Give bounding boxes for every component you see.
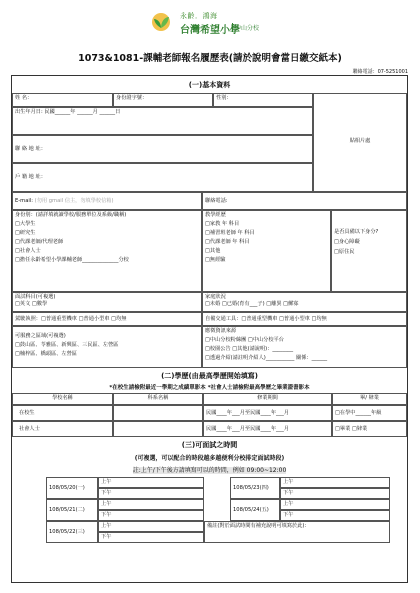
education-department-input[interactable]: [113, 421, 203, 437]
family-block: [202, 292, 407, 312]
subject-block: [12, 292, 202, 312]
interview-date: 108/05/23(四): [230, 477, 280, 499]
special-status-question: 是否具備以下身分?: [334, 229, 379, 235]
education-note: *在校生請檢附最近一學期之成績單影本 *社會人士請檢附最高學歷之畢業證書影本: [109, 385, 310, 391]
email-hint: (勿用 gmail 信主，勿填學校信箱): [34, 198, 114, 204]
afternoon-slot[interactable]: 下午: [98, 510, 204, 521]
service-area-option[interactable]: □楠梓區、橋頭區、左營區: [15, 351, 77, 357]
name-field[interactable]: 姓 名：: [12, 93, 113, 107]
gender-field[interactable]: 性別：: [213, 93, 313, 107]
morning-slot[interactable]: 上午: [98, 499, 204, 510]
education-status-field[interactable]: □在學中______年級: [332, 405, 407, 421]
section-basic-title: (一)基本資料: [188, 81, 231, 89]
education-header-school: 學校名稱: [12, 393, 113, 405]
education-header-department: 科系名稱: [113, 393, 203, 405]
section-interview-title: (三)可面試之時間: [181, 441, 238, 449]
logo-branch: 中山分校: [232, 23, 259, 32]
service-area-option[interactable]: □鼓山區、苓雅區、新興區、三民區、左營區: [15, 342, 119, 348]
interview-note-text: 註:上午/下午後方請填寫可以的時間，例如 09:00~12:00: [132, 467, 287, 474]
experience-block: [202, 210, 331, 292]
info-source-block: [202, 326, 407, 368]
service-area-block: [12, 326, 202, 368]
photo-area[interactable]: 貼相片處: [313, 93, 407, 192]
morning-slot[interactable]: 上午: [280, 477, 390, 488]
experience-option[interactable]: □其他: [205, 248, 221, 254]
morning-slot[interactable]: 上午: [98, 521, 204, 532]
logo-brand: 台灣希望小學: [180, 25, 240, 36]
household-address-field[interactable]: 戶 籍 地 址：: [12, 163, 313, 192]
education-period-field[interactable]: 民國____年___月至民國____年___月: [203, 405, 332, 421]
section-education-title: (二)學歷(由最高學歷開始填寫): [161, 372, 258, 380]
special-status-option[interactable]: □原住民: [334, 249, 355, 255]
identity-block: [12, 210, 202, 292]
experience-option[interactable]: □代課老師 年 科目: [205, 239, 250, 245]
transport-field[interactable]: 自備交通工具：□普通重型機車 □普通小型車 □均無: [202, 312, 407, 326]
birth-field[interactable]: 出生年月日: 民國______年 ______月 ______日: [12, 107, 313, 135]
contact-phone: 聯絡電話：07-5251001: [352, 69, 408, 75]
phone-field[interactable]: 聯絡電話:: [202, 192, 407, 210]
identity-option[interactable]: □大學生: [15, 221, 36, 227]
info-source-option[interactable]: □中山分校粉絲團 □中山分校平台: [205, 337, 284, 343]
identity-option[interactable]: □代課老師/代理老師: [15, 239, 64, 245]
info-source-option[interactable]: □透過介紹(請註明介紹人)___________ 關係：______: [205, 355, 328, 361]
morning-slot[interactable]: 上午: [280, 499, 390, 510]
subject-options[interactable]: □英文 □數學: [15, 301, 48, 307]
form-title: 1073&1081-課輔老師報名履歷表(請於說明會當日繳交紙本): [78, 53, 342, 64]
address-field[interactable]: 聯 絡 地 址：: [12, 135, 313, 163]
school-logo: [150, 8, 270, 38]
info-source-label: 應徵資訊來源: [205, 328, 237, 334]
remark-field[interactable]: 備註(對於面試時間有補充說明可填寫於此)：: [204, 521, 390, 543]
identity-option[interactable]: □研究生: [15, 230, 36, 236]
experience-label: 教學經歷: [205, 212, 226, 218]
education-status-field[interactable]: □畢業 □肄業: [332, 421, 407, 437]
education-row-label: 在校生: [12, 405, 113, 421]
education-row-label: 社會人士: [12, 421, 113, 437]
experience-option[interactable]: □補習班老師 年 科目: [205, 230, 255, 236]
special-status-option[interactable]: □身心障礙: [334, 239, 360, 245]
sprout-logo-icon: [150, 10, 172, 32]
driver-license-field[interactable]: 駕駛執照：□普通重型機車 □普通小型車 □均無: [12, 312, 202, 326]
logo-subtitle: 永齡．鴻海: [180, 12, 218, 20]
family-label: 家庭狀況: [205, 294, 226, 300]
education-period-field[interactable]: 民國____年___月至民國____年___月: [203, 421, 332, 437]
experience-option[interactable]: □無經驗: [205, 257, 226, 263]
interview-date: 108/05/20(一): [46, 477, 98, 499]
subject-label: 面試科目(可複選): [15, 294, 56, 300]
interview-date: 108/05/24(五): [230, 499, 280, 521]
form-sheet: [11, 75, 408, 583]
afternoon-slot[interactable]: 下午: [98, 488, 204, 499]
education-header-period: 修業期間: [203, 393, 332, 405]
family-options[interactable]: □未婚 □已婚(育有___子) □離異 □鰥寡: [205, 301, 299, 307]
interview-subtitle: (可複選，可以配合的時段越多越便利分校排定面試時段): [134, 455, 285, 462]
service-area-label: 可服務之區域(可複選): [15, 333, 66, 339]
afternoon-slot[interactable]: 下午: [280, 510, 390, 521]
afternoon-slot[interactable]: 下午: [280, 488, 390, 499]
education-department-input[interactable]: [113, 405, 203, 421]
education-header-status: 畢/ 肄業: [332, 393, 407, 405]
identity-option[interactable]: □社會人士: [15, 248, 41, 254]
identity-label: 身份別：(請詳填就讀學校/服務單位及系級/職稱): [15, 212, 127, 218]
morning-slot[interactable]: 上午: [98, 477, 204, 488]
identity-option[interactable]: □擔任永齡希望小學課輔老師______________分校: [15, 257, 129, 263]
email-label: E-mail:: [15, 198, 34, 204]
email-field[interactable]: [12, 192, 202, 210]
interview-note: [12, 465, 407, 474]
info-source-option[interactable]: □校園公告 □其他(請說明)：________: [205, 346, 294, 352]
special-status-block: [331, 210, 407, 292]
experience-option[interactable]: □家教 年 科目: [205, 221, 240, 227]
interview-date: 108/05/22(三): [46, 521, 98, 543]
afternoon-slot[interactable]: 下午: [98, 532, 204, 543]
id-field[interactable]: 身份證字號：: [113, 93, 213, 107]
interview-date: 108/05/21(二): [46, 499, 98, 521]
